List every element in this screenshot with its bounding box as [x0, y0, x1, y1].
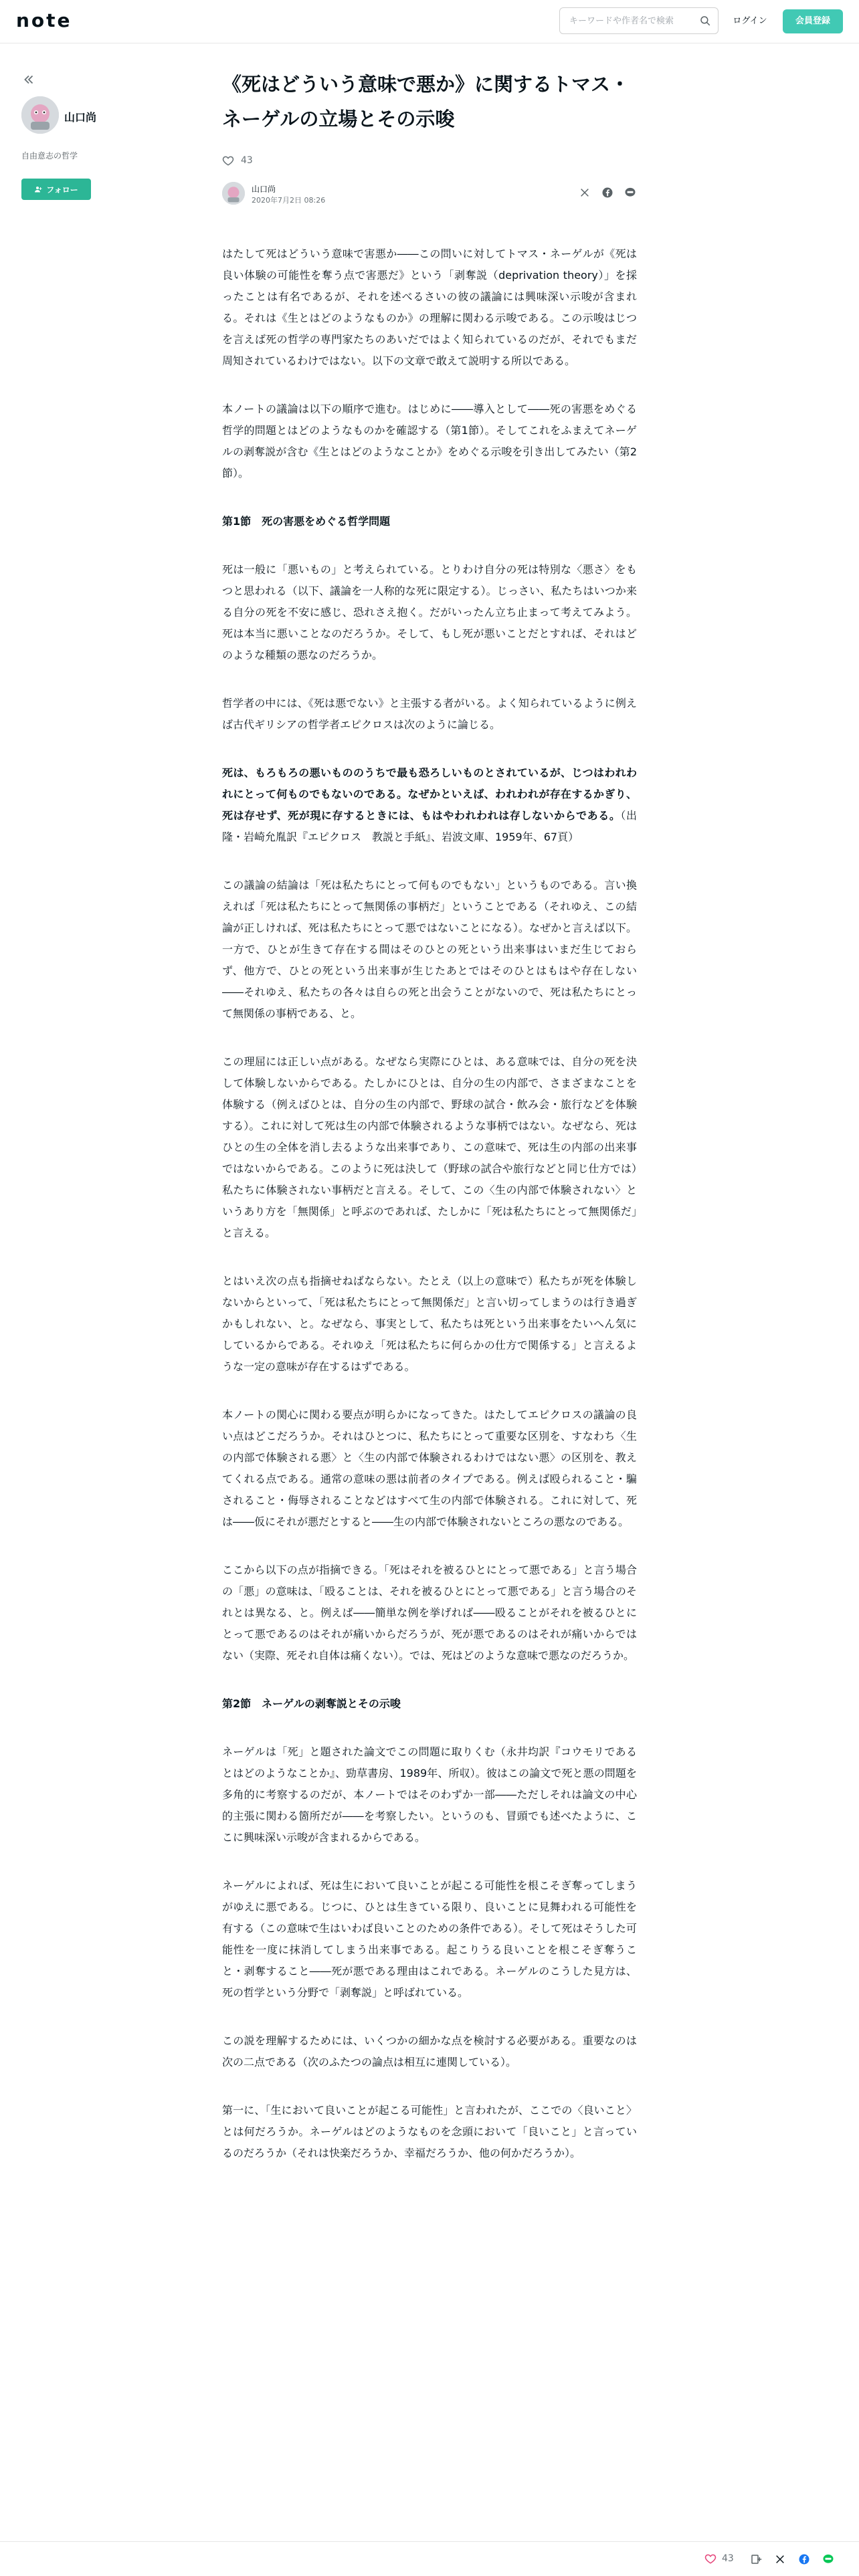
paragraph: とはいえ次の点も指摘せねばならない。たとえ（以上の意味で）私たちが死を体験しないからといって、「死は私たちにとって無関係だ」と言い切ってしまうのは行き過ぎかもしれない、と。なぜなら、事実として、私たちは死という出来事をたいへん気にしているからである。それゆえ「死は私たちに何らかの仕方で関係する」と言えるような一定の意味が存在するはずである。 — [222, 1275, 637, 1373]
bottom-icons — [749, 2553, 835, 2566]
section-heading: 第1節 死の害悪をめぐる哲学問題 — [222, 515, 391, 528]
paragraph: 哲学者の中には、《死は悪でない》と主張する者がいる。よく知られているように例えば古代ギリシアの哲学者エピクロスは次のように論じる。 — [222, 697, 637, 731]
paragraph: この説を理解するためには、いくつかの細かな点を検討する必要がある。重要なのは次の二点である（次のふたつの論点は相互に連関している）。 — [222, 2034, 637, 2068]
publish-date: 2020年7月2日 08:26 — [252, 196, 326, 205]
like-count[interactable]: 43 — [241, 155, 253, 166]
search-box[interactable] — [559, 7, 719, 34]
paragraph: 本ノートの関心に関わる要点が明らかになってきた。はたしてエピクロスの議論の良い点はどこだろうか。それはひとつに、私たちにとって重要な区別を、すなわち〈生の内部で体験される悪〉と〈生の内部で体験されるわけではない悪〉の区別を、教えてくれる点である。通常の意味の悪は前者のタイプである。例えば殴られること・騙されること・侮辱されることなどはすべて生の内部で体験される。これに対して、死は――仮にそれが悪だとすると――生の内部で体験されないところの悪なのである。 — [222, 1408, 637, 1528]
avatar-image-icon — [21, 96, 59, 134]
follow-label: フォロー — [46, 185, 78, 195]
x-share-icon[interactable] — [773, 2553, 787, 2566]
line-share-icon[interactable] — [624, 186, 637, 199]
article-body — [222, 243, 637, 2191]
article-title: 《死はどういう意味で悪か》に関するトマス・ネーゲルの立場とその示唆 — [222, 73, 630, 130]
byline-avatar[interactable] — [222, 182, 245, 205]
search-input[interactable] — [560, 8, 694, 33]
paragraph: 第一に、「生において良いことが起こる可能性」と言われたが、ここでの〈良いこと〉とは何だろうか。ネーゲルはどのようなものを念頭において「良いこと」と言っているのだろうか（それは快楽だろうか、幸福だろうか、他の何かだろうか）。 — [222, 2104, 637, 2159]
signup-button[interactable]: 会員登録 — [783, 9, 843, 33]
avatar-image-icon — [222, 182, 245, 205]
bottom-like-count[interactable]: 43 — [722, 2553, 734, 2564]
paragraph: 死は一般に「悪いもの」と考えられている。とりわけ自分の死は特別な〈悪さ〉をもつと思われる（以下、議論を一人称的な死に限定する）。じっさい、私たちはいつか来る自分の死を不安に感じ、恐れさえ抱く。だがいったん立ち止まって考えてみよう。死は本当に悪いことなのだろうか。そして、もし死が悪いことだとすれば、それはどのような種類の悪なのだろうか。 — [222, 563, 637, 661]
bottom-like-button[interactable] — [704, 2553, 734, 2565]
login-button[interactable]: ログイン — [733, 16, 767, 26]
quote-text: 死は、もろもろの悪いもののうちで最も恐ろしいものとされているが、じつはわれわれにとって何ものでもないのである。なぜかといえば、われわれが存在するかぎり、死は存せず、死が現に存するときには、もはやわれわれは存しないからである。 — [222, 766, 637, 822]
collapse-sidebar-icon[interactable] — [21, 72, 36, 87]
heart-icon[interactable] — [222, 154, 234, 167]
paragraph: 本ノートの議論は以下の順序で進む。はじめに――導入として――死の害悪をめぐる哲学的問題とはどのようなものかを確認する（第1節）。そしてこれをふまえてネーゲルの剥奪説が含む《生とはどのようなことか》をめぐる示唆を引き出してみたい（第2節）。 — [222, 403, 637, 479]
line-share-icon[interactable] — [822, 2553, 835, 2566]
paragraph: ここから以下の点が指摘できる。「死はそれを被るひとにとって悪である」と言う場合の「悪」の意味は、「殴ることは、それを被るひとにとって悪である」と言う場合のそれとは異なる、と。例えば――簡単な例を挙げれば――殴ることがそれを被るひとにとって悪であるのはそれが痛いからだろうが、死が悪であるのはそれが痛いからではない（実際、死それ自体は痛くない）。では、死はどのような意味で悪なのだろうか。 — [222, 1564, 637, 1662]
x-share-icon[interactable] — [578, 186, 591, 199]
paragraph: この議論の結論は「死は私たちにとって何ものでもない」というものである。言い換えれば「死は私たちにとって無関係の事柄だ」ということである（それゆえ、この結論が正しければ、死は私たちにとって悪ではないことになる）。なぜかと言えば以下。一方で、ひとが生きて存在する間はそのひとの死という出来事はいまだ生じておらず、他方で、ひとの死という出来事が生じたあとではそのひとはもはや存在しない――それゆえ、私たちの各々は自らの死と出会うことがないので、死は私たちにとって無関係の事柄である、と。 — [222, 879, 637, 1020]
author-avatar[interactable] — [21, 96, 59, 134]
quotation — [222, 762, 637, 848]
person-add-icon — [34, 185, 42, 193]
heart-icon[interactable] — [704, 2553, 717, 2565]
article — [222, 67, 637, 2159]
share-buttons — [578, 186, 637, 199]
quote-citation: （出隆・岩崎允胤訳『エピクロス 教説と手紙』、岩波文庫、1959年、67頁） — [222, 809, 637, 843]
paragraph: はたして死はどういう意味で害悪か――この問いに対してトマス・ネーゲルが《死は良い体験の可能性を奪う点で害悪だ》という「剥奪説（deprivation theory）」を採ったことは有名であるが、それを述べるさいの彼の議論には興味深い示唆が含まれる。それは《生とはどのようなものか》の理解に関わる示唆である。この示唆はじつを言えば死の哲学の専門家たちのあいだではよく知られているのだが、それでもまだ周知されているわけではない。以下の文章で敢えて説明する所以である。 — [222, 247, 637, 367]
paragraph: この理屈には正しい点がある。なぜなら実際にひとは、ある意味では、自分の死を決して体験しないからである。たしかにひとは、自分の生の内部で、さまざまなことを体験する（例えばひとは、自分の生の内部で、野球の試合・飲み会・旅行などを体験する）。これに対して死は生の内部で体験されるような事柄ではない。なぜなら、死はひとの生の全体を消し去るような出来事であり、この意味で、死は生の内部の出来事ではないからである。このように死は決して（野球の試合や旅行などと同じ仕方では）私たちに体験されない事柄だと言える。そして、この〈生の内部で体験されない〉というあり方を「無関係」と呼ぶのであれば、たしかに「死は私たちにとって無関係だ」と言える。 — [222, 1055, 637, 1239]
paragraph: ネーゲルは「死」と題された論文でこの問題に取りくむ（永井均訳『コウモリであるとはどのようなことか』、勁草書房、1989年、所収）。彼はこの論文で死と悪の問題を多角的に考察するのだが、本ノートではそのわずか一部――ただしそれは論文の中心的主張に関わる箇所だが――を考察したい。というのも、冒頭でも述べたように、ここに興味深い示唆が含まれるからである。 — [222, 1745, 637, 1844]
follow-button[interactable] — [21, 179, 91, 200]
magazine-add-icon[interactable] — [749, 2553, 763, 2566]
site-header — [0, 0, 859, 43]
facebook-share-icon[interactable] — [601, 186, 614, 199]
facebook-share-icon[interactable] — [797, 2553, 811, 2566]
search-icon[interactable] — [699, 15, 711, 27]
bottom-action-bar — [0, 2541, 859, 2576]
like-summary[interactable] — [222, 154, 253, 167]
section-heading: 第2節 ネーゲルの剥奪説とその示唆 — [222, 1697, 401, 1710]
note-logo[interactable]: note — [16, 9, 72, 31]
author-bio: 自由意志の哲学 — [21, 151, 78, 160]
author-name[interactable]: 山口尚 — [64, 111, 97, 124]
byline — [222, 181, 637, 207]
paragraph: ネーゲルによれば、死は生において良いことが起こる可能性を根こそぎ奪ってしまうがゆえに悪である。じつに、ひとは生きている限り、良いことに見舞われる可能性を有する（この意味で生はいわば良いことのための条件である）。そして死はそうした可能性を一度に抹消してしまう出来事である。起こりうる良いことを根こそぎ奪うこと・剥奪すること――死が悪である理由はこれである。ネーゲルのこうした見方は、死の哲学という分野で「剥奪説」と呼ばれている。 — [222, 1879, 637, 1999]
byline-author-name[interactable]: 山口尚 — [252, 185, 276, 194]
